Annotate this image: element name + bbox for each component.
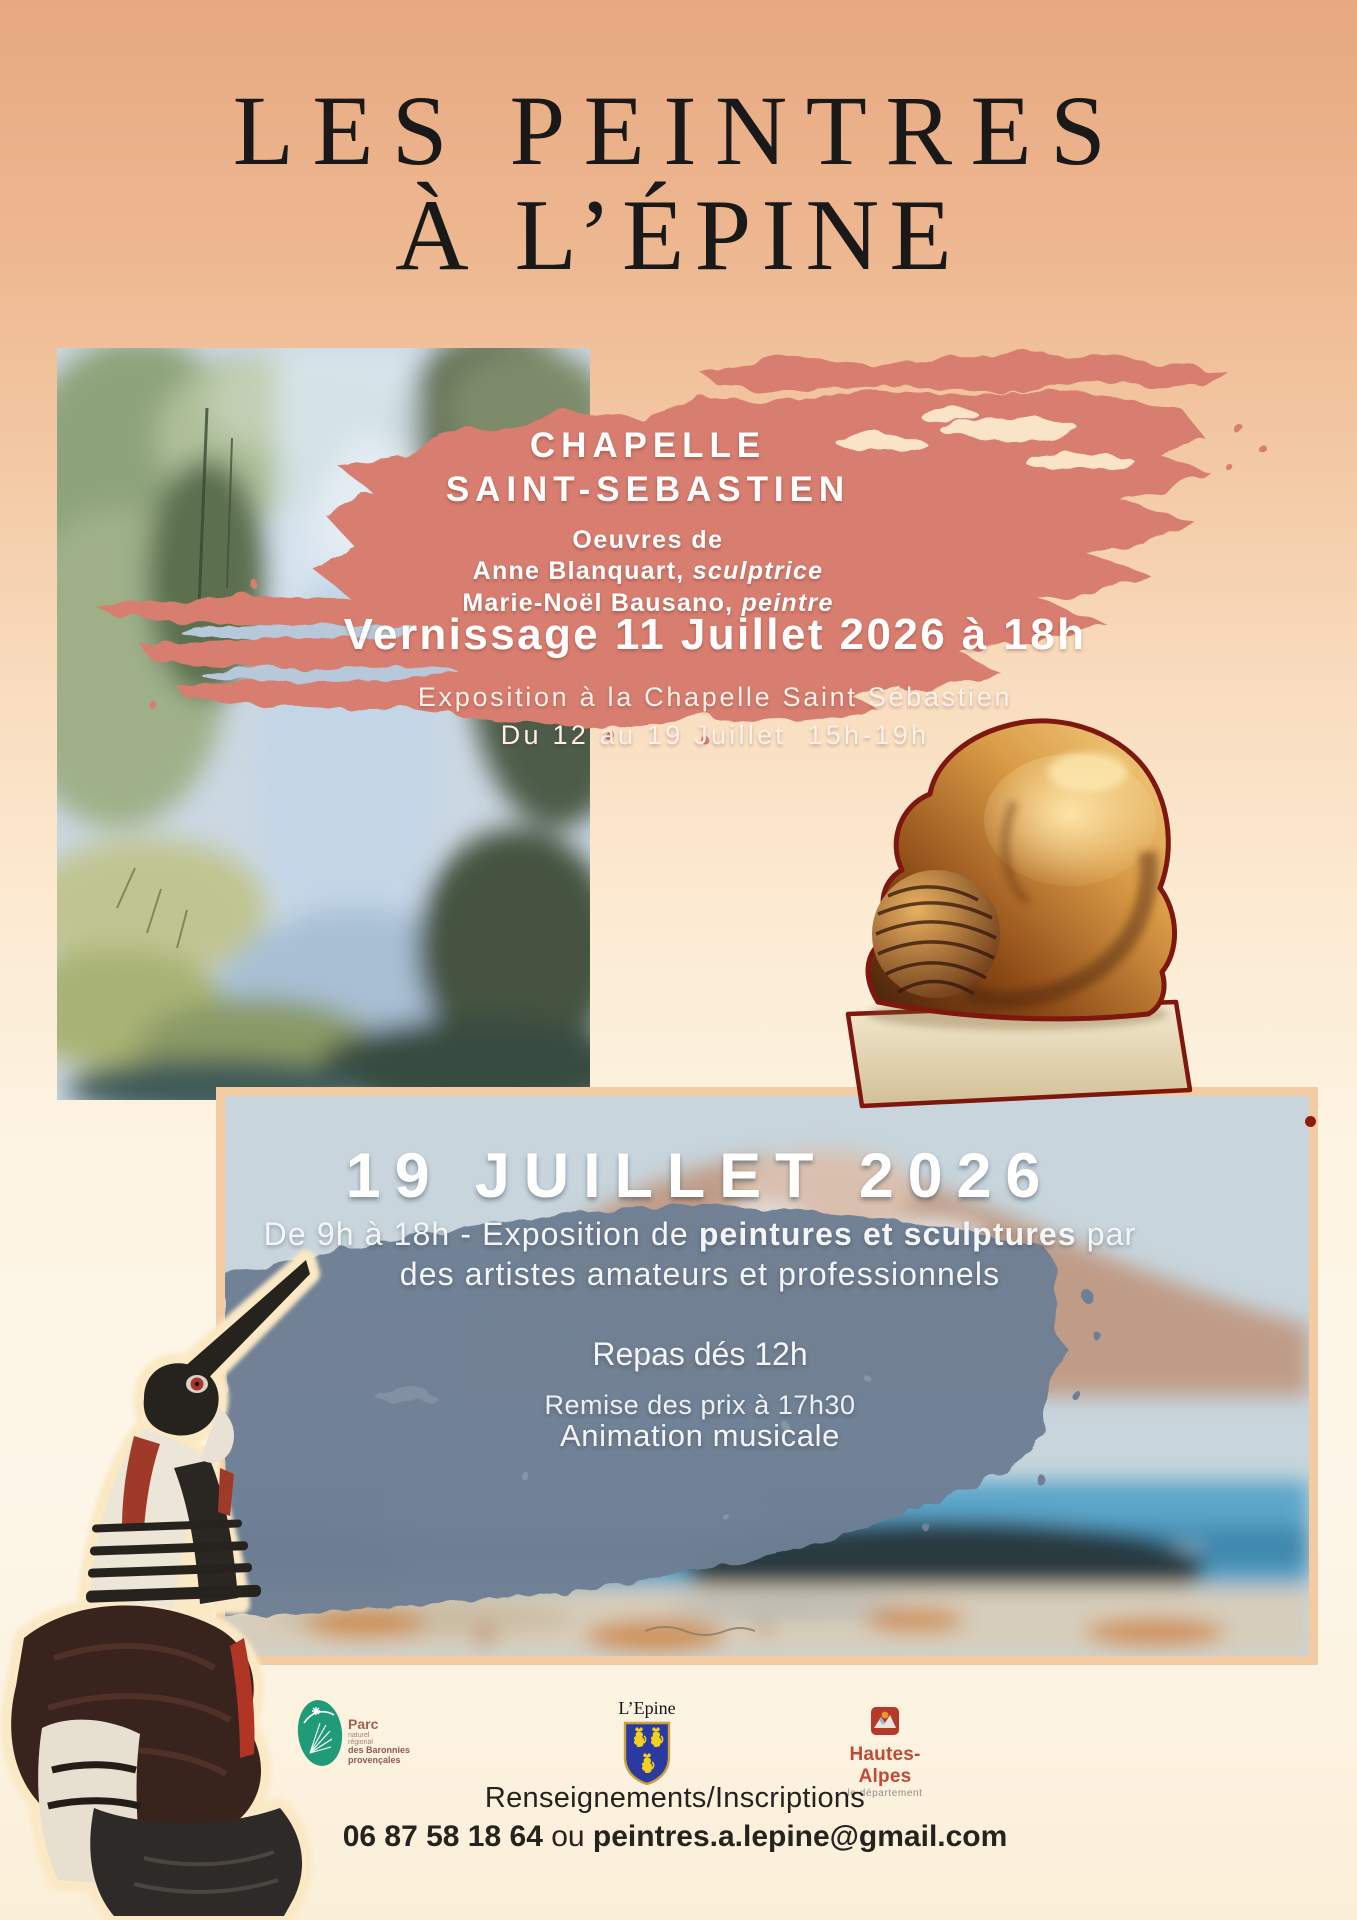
- parc-logo-text: [348, 1717, 410, 1765]
- parc-logo-icon: [296, 1697, 346, 1769]
- parc-baronnies-logo: [296, 1693, 446, 1783]
- hautes-alpes-subtitle: le département: [847, 1788, 923, 1799]
- contact-details: [225, 1820, 1125, 1854]
- event-description: [250, 1214, 1150, 1295]
- event-date-heading: 19 JUILLET 2026: [345, 1141, 1055, 1211]
- lepine-shield-icon: [623, 1721, 671, 1785]
- event-meal-line: Repas dés 12h: [592, 1336, 808, 1372]
- red-dot-accent: [1305, 1116, 1316, 1127]
- bronze-sculpture-graphic: [818, 702, 1210, 1126]
- lepine-label: L’Epine: [618, 1698, 676, 1718]
- artist-1-role: sculptrice: [692, 556, 824, 585]
- artist-2-role: peintre: [741, 589, 834, 617]
- contact-email: peintres.a.lepine@gmail.com: [592, 1820, 1008, 1853]
- parc-text-line1: Parc: [348, 1716, 379, 1732]
- event-desc-bold: peintures et sculptures: [698, 1216, 1077, 1252]
- hautes-alpes-icon: [870, 1706, 900, 1736]
- parc-text-line2: naturel: [348, 1731, 370, 1739]
- event-music-line: Animation musicale: [560, 1418, 840, 1453]
- contact-block: [225, 1782, 1125, 1854]
- hautes-alpes-label: Hautes-Alpes: [849, 1744, 921, 1787]
- contact-separator: ou: [542, 1820, 593, 1853]
- chapel-heading-line1: CHAPELLE: [529, 426, 767, 465]
- contact-phone: 06 87 58 18 64: [342, 1820, 543, 1853]
- artist-1-name: Anne Blanquart,: [472, 556, 685, 585]
- event-prize-line: Remise des prix à 17h30: [544, 1390, 856, 1420]
- chapel-intro: Oeuvres de: [572, 525, 724, 554]
- lepine-logo: [592, 1698, 702, 1790]
- parc-text-line4: des Baronnies: [348, 1745, 411, 1756]
- event-desc-part2: par des artistes amateurs et professionnels: [399, 1216, 1137, 1293]
- chapel-text-block: [258, 424, 1038, 620]
- contact-heading: Renseignements/Inscriptions: [484, 1782, 866, 1814]
- page-title: [0, 75, 1357, 293]
- vernissage-line: Vernissage 11 Juillet 2026 à 18h: [343, 610, 1087, 659]
- expo-location-line: Exposition à la Chapelle Saint Sébastien: [417, 682, 1013, 712]
- event-desc-part1: De 9h à 18h - Exposition de: [263, 1216, 699, 1252]
- title-line2: À L’ÉPINE: [395, 179, 962, 293]
- parc-text-line5: provençales: [348, 1754, 401, 1765]
- artist-line-1: [258, 555, 1038, 588]
- parc-text-line3: régional: [348, 1739, 373, 1747]
- expo-dates-line: Du 12 au 19 Juillet 15h-19h: [500, 720, 930, 750]
- artist-2-name: Marie-Noël Bausano,: [462, 589, 734, 617]
- chapel-heading-line2: SAINT-SEBASTIEN: [445, 469, 851, 509]
- title-line1: LES PEINTRES: [232, 75, 1125, 187]
